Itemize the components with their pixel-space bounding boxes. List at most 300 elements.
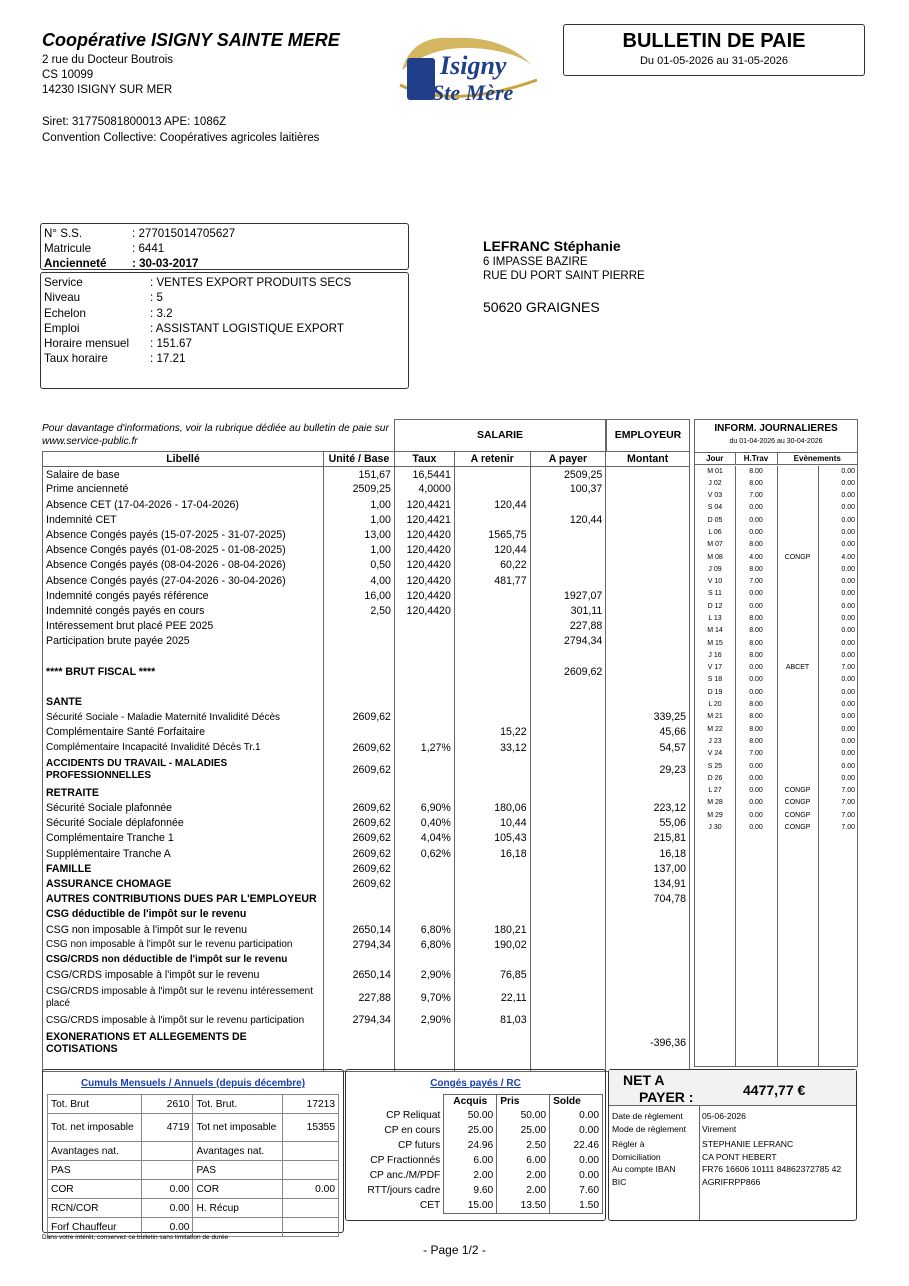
journal-event (777, 588, 818, 600)
journal-value: 0.00 (841, 688, 855, 696)
line-employer (606, 527, 690, 542)
bulletin-title: BULLETIN DE PAIE (622, 30, 806, 52)
line-rate (394, 785, 454, 800)
line-deduction (454, 619, 530, 634)
journal-event: CONGP (784, 811, 811, 819)
payslip-line (43, 588, 690, 603)
conges-acquis: 2.00 (444, 1168, 497, 1183)
line-payment (530, 907, 606, 922)
conges-row (348, 1153, 603, 1168)
conges-label: CET (419, 1200, 441, 1211)
journal-row (695, 662, 857, 674)
line-base: 2609,62 (323, 816, 394, 831)
journal-day: L 20 (708, 701, 722, 709)
employee-job-value: : 3.2 (150, 306, 173, 320)
journal-value: 0.00 (841, 639, 855, 647)
journal-hours: 0.00 (749, 528, 763, 536)
line-employer (606, 952, 690, 967)
journal-value: 0.00 (841, 528, 855, 536)
journal-row (695, 760, 857, 772)
company-block (42, 30, 340, 146)
line-employer (606, 512, 690, 527)
journal-event (777, 612, 818, 624)
journal-event (777, 772, 818, 784)
line-label: RETRAITE (46, 786, 99, 799)
journal-row (695, 637, 857, 649)
payslip-table (42, 419, 690, 1067)
line-payment (530, 649, 606, 664)
line-payment (530, 1028, 606, 1058)
payslip-line (43, 634, 690, 649)
conges-h-acquis: Acquis (444, 1095, 497, 1109)
journal-value: 0.00 (841, 504, 855, 512)
journal-value: 7.00 (841, 799, 855, 807)
journal-h-evt: Evènements (777, 453, 857, 465)
reglement-value: AGRIFRPP866 (702, 1176, 761, 1187)
line-rate: 0,40% (394, 816, 454, 831)
line-payment (530, 876, 606, 891)
line-payment: 2609,62 (530, 664, 606, 679)
line-rate: 120,4420 (394, 527, 454, 542)
line-payment (530, 695, 606, 710)
conges-solde: 0.00 (550, 1123, 603, 1138)
reglement-row (612, 1163, 856, 1176)
line-label: Intéressement brut placé PEE 2025 (46, 620, 214, 633)
net-label-1: NET A (623, 1072, 665, 1088)
line-payment: 2509,25 (530, 467, 606, 482)
journal-day: J 02 (708, 479, 722, 487)
journal-event (777, 526, 818, 538)
journal-row (695, 785, 857, 797)
conges-pris: 50.00 (497, 1108, 550, 1123)
line-base: 1,00 (323, 512, 394, 527)
journal-table (695, 452, 857, 834)
net-value: 4477,77 € (743, 1082, 806, 1098)
journal-event (777, 563, 818, 575)
journal-day: S 11 (708, 590, 722, 598)
conges-solde: 22.46 (550, 1138, 603, 1153)
line-base (323, 634, 394, 649)
line-label: Indemnité congés payés référence (46, 589, 209, 602)
line-payment (530, 543, 606, 558)
cumuls-title[interactable]: Cumuls Mensuels / Annuels (depuis décembre) (80, 1078, 306, 1089)
journal-value: 0.00 (841, 479, 855, 487)
journal-row (695, 723, 857, 735)
line-deduction: 180,21 (454, 922, 530, 937)
journal-day: M 22 (707, 725, 723, 733)
journal-value: 4.00 (841, 553, 855, 561)
conges-label: CP Fractionnés (370, 1155, 441, 1166)
journal-value: 0.00 (841, 578, 855, 586)
employee-id-value: : 6441 (132, 242, 165, 255)
journal-row (695, 821, 857, 833)
payslip-line (43, 1028, 690, 1058)
line-employer (606, 619, 690, 634)
journal-hours: 8.00 (749, 713, 763, 721)
journal-day: V 24 (707, 750, 723, 758)
reglement-label: Régler à (612, 1139, 645, 1150)
logo-line-1: Isigny (440, 51, 507, 80)
payslip-line (43, 892, 690, 907)
journal-row (695, 735, 857, 747)
journal-event: CONGP (784, 799, 811, 807)
payslip-line (43, 952, 690, 967)
journal-value: 0.00 (841, 516, 855, 524)
company-convention: Convention Collective: Coopératives agricoles laitières (42, 132, 320, 144)
line-employer (606, 922, 690, 937)
conges-row (348, 1108, 603, 1123)
conges-box (345, 1069, 606, 1221)
payslip-line (43, 512, 690, 527)
line-employer (606, 907, 690, 922)
conges-solde: 1.50 (550, 1198, 603, 1213)
journal-event (777, 489, 818, 501)
col-libelle: Libellé (43, 452, 324, 467)
journal-event (777, 649, 818, 661)
line-base: 2609,62 (323, 861, 394, 876)
line-employer (606, 983, 690, 1013)
journal-hours: 0.00 (749, 664, 763, 672)
journal-hours: 8.00 (749, 639, 763, 647)
cumuls-label: PAS (193, 1161, 283, 1180)
employee-job-label: Horaire mensuel (44, 337, 130, 351)
line-employer: 223,12 (606, 800, 690, 815)
payslip-line (43, 497, 690, 512)
employee-name: LEFRANC Stéphanie (483, 238, 621, 254)
journal-row (695, 526, 857, 538)
payslip-line (43, 861, 690, 876)
bulletin-header (563, 24, 865, 76)
employee-job-label: Emploi (44, 321, 80, 335)
conges-label: CP anc./M/PDF (369, 1170, 441, 1181)
line-payment (530, 861, 606, 876)
line-payment: 1927,07 (530, 588, 606, 603)
cumuls-label: Tot. Brut (48, 1095, 142, 1114)
line-base: 2650,14 (323, 968, 394, 983)
bulletin-period: Du 01-05-2026 au 31-05-2026 (639, 55, 788, 67)
line-payment (530, 816, 606, 831)
journal-value: 7.00 (841, 811, 855, 819)
company-address-3: 14230 ISIGNY SUR MER (42, 84, 173, 96)
cumuls-value: 17213 (283, 1095, 339, 1114)
cumuls-value: 15355 (283, 1114, 339, 1142)
journal-row (695, 797, 857, 809)
journal-hours: 7.00 (749, 578, 763, 586)
conges-pris: 25.00 (497, 1123, 550, 1138)
journal-hours: 0.00 (749, 602, 763, 610)
journal-value: 0.00 (841, 467, 855, 475)
line-deduction (454, 785, 530, 800)
line-base (323, 785, 394, 800)
line-employer: 55,06 (606, 816, 690, 831)
conges-title[interactable]: Congés payés / RC (430, 1078, 521, 1089)
reglement-value: CA PONT HEBERT (702, 1151, 777, 1162)
reglement-block (612, 1110, 856, 1189)
employee-job-row (44, 290, 405, 305)
journal-value: 7.00 (841, 664, 855, 672)
journal-day: V 10 (707, 578, 723, 586)
line-payment (530, 952, 606, 967)
line-base: 1,00 (323, 543, 394, 558)
journal-day: M 14 (707, 627, 723, 635)
company-siret: Siret: 31775081800013 APE: 1086Z (42, 116, 227, 128)
cumuls-label: RCN/COR (48, 1199, 142, 1218)
line-base: 1,00 (323, 497, 394, 512)
journal-h-jour: Jour (706, 454, 724, 464)
cumuls-table (47, 1094, 339, 1237)
line-base: 0,50 (323, 558, 394, 573)
line-employer (606, 603, 690, 618)
journal-event (777, 686, 818, 698)
line-rate (394, 861, 454, 876)
journal-event: ABCET (785, 664, 810, 672)
journal-value: 0.00 (841, 651, 855, 659)
company-address-2: CS 10099 (42, 69, 94, 81)
line-employer: 704,78 (606, 892, 690, 907)
line-employer (606, 937, 690, 952)
conges-acquis: 25.00 (444, 1123, 497, 1138)
line-deduction: 180,06 (454, 800, 530, 815)
payslip-line (43, 983, 690, 1013)
cumuls-label: Tot. net imposable (48, 1114, 142, 1142)
line-deduction (454, 588, 530, 603)
conges-pris: 6.00 (497, 1153, 550, 1168)
line-base: 2794,34 (323, 937, 394, 952)
journal-day: M 29 (707, 811, 723, 819)
line-deduction: 22,11 (454, 983, 530, 1013)
payslip-line (43, 740, 690, 755)
cumuls-row (48, 1161, 339, 1180)
journal-event (777, 735, 818, 747)
journal-row (695, 612, 857, 624)
journal-event (777, 625, 818, 637)
conges-pris: 2.00 (497, 1183, 550, 1198)
line-base: 2609,62 (323, 831, 394, 846)
journal-value: 0.00 (841, 774, 855, 782)
journal-row (695, 674, 857, 686)
journal-value: 0.00 (841, 701, 855, 709)
journal-value: 7.00 (841, 787, 855, 795)
line-payment (530, 710, 606, 725)
conges-label: CP en cours (384, 1125, 441, 1136)
payslip-line (43, 725, 690, 740)
line-deduction: 16,18 (454, 846, 530, 861)
reglement-value: Virement (702, 1123, 737, 1134)
journal-row (695, 711, 857, 723)
journal-event (777, 760, 818, 772)
line-label: Sécurité Sociale - Maladie Maternité Invalidité Décès (46, 711, 280, 723)
journal-row (695, 588, 857, 600)
col-taux: Taux (394, 452, 454, 467)
cumuls-value (283, 1142, 339, 1161)
reglement-row (612, 1151, 856, 1164)
journal-day: L 06 (708, 528, 722, 536)
journal-row (695, 625, 857, 637)
journal-hours: 8.00 (749, 615, 763, 622)
line-employer: 137,00 (606, 861, 690, 876)
reglement-label: Date de règlement (612, 1111, 683, 1121)
line-rate (394, 649, 454, 664)
employee-id-value: : 30-03-2017 (132, 257, 199, 270)
line-payment (530, 558, 606, 573)
journal-hours: 8.00 (749, 541, 763, 549)
line-rate (394, 679, 454, 694)
cumuls-value (141, 1142, 193, 1161)
journal-value: 0.00 (841, 676, 855, 684)
journal-divider (818, 466, 819, 1066)
line-label: SANTE (46, 696, 82, 709)
line-label: Participation brute payée 2025 (46, 635, 190, 648)
journal-event (777, 723, 818, 735)
line-base (323, 907, 394, 922)
payslip-line (43, 527, 690, 542)
journal-value: 7.00 (841, 824, 855, 832)
journal-row (695, 575, 857, 587)
line-payment (530, 755, 606, 785)
conges-h-solde: Solde (550, 1095, 603, 1109)
line-label: CSG non imposable à l'impôt sur le revenu (46, 923, 248, 936)
col-montant: Montant (606, 452, 690, 467)
conges-pris: 2.50 (497, 1138, 550, 1153)
employee-job-value: : ASSISTANT LOGISTIQUE EXPORT (150, 321, 344, 335)
line-base: 2609,62 (323, 846, 394, 861)
journal-value: 0.00 (841, 713, 855, 721)
journal-hours: 8.00 (749, 565, 763, 573)
line-rate (394, 876, 454, 891)
reglement-value: FR76 16606 10111 84862372785 42 (702, 1164, 842, 1175)
employee-job-row (44, 351, 405, 366)
conges-h-pris: Pris (497, 1095, 550, 1109)
line-employer: 134,91 (606, 876, 690, 891)
line-payment (530, 892, 606, 907)
journal-day: L 27 (708, 787, 722, 795)
line-rate: 0,62% (394, 846, 454, 861)
employee-job-row (44, 336, 405, 351)
line-rate: 6,80% (394, 922, 454, 937)
journal-row (695, 809, 857, 821)
employee-job-label: Taux horaire (44, 352, 108, 366)
line-rate: 16,5441 (394, 467, 454, 482)
cumuls-label: PAS (48, 1161, 142, 1180)
line-label: Salaire de base (46, 468, 120, 481)
reglement-label: Mode de règlement (612, 1123, 687, 1134)
page-number: - Page 1/2 - (423, 1243, 486, 1257)
line-employer (606, 558, 690, 573)
line-employer (606, 649, 690, 664)
line-employer: 29,23 (606, 755, 690, 785)
conges-pris: 13.50 (497, 1198, 550, 1213)
address-city: 50620 GRAIGNES (483, 299, 600, 315)
journal-row (695, 477, 857, 489)
line-label: Supplémentaire Tranche A (46, 847, 171, 860)
payslip-line (43, 543, 690, 558)
journal-event (777, 575, 818, 587)
journal-row (695, 502, 857, 514)
line-deduction (454, 679, 530, 694)
conges-label: RTT/jours cadre (367, 1185, 441, 1196)
conges-table (348, 1094, 603, 1214)
journal-value: 0.00 (841, 615, 855, 622)
net-label-2: PAYER : (639, 1089, 694, 1105)
journal-row (695, 686, 857, 698)
employee-job-row (44, 275, 405, 290)
line-label: Complémentaire Santé Forfaitaire (46, 726, 205, 739)
journal-hours: 0.00 (749, 590, 763, 598)
line-employer (606, 467, 690, 482)
line-label: ACCIDENTS DU TRAVAIL - MALADIES PROFESSIONNELLES (46, 758, 228, 782)
cumuls-row (48, 1095, 339, 1114)
journal-event (777, 477, 818, 489)
line-deduction (454, 649, 530, 664)
footer-note: Dans votre intérêt, conservez ce bulletin sans limitation de durée (42, 1234, 229, 1241)
line-payment (530, 1013, 606, 1028)
line-payment (530, 740, 606, 755)
line-label: ASSURANCE CHOMAGE (46, 877, 172, 890)
reglement-row (612, 1123, 856, 1136)
conges-acquis: 9.60 (444, 1183, 497, 1198)
cumuls-label: Tot. Brut. (193, 1095, 283, 1114)
payslip-line (43, 968, 690, 983)
line-base (323, 649, 394, 664)
company-logo (392, 30, 542, 110)
line-rate: 120,4420 (394, 588, 454, 603)
journal-row (695, 649, 857, 661)
line-rate (394, 952, 454, 967)
line-rate (394, 1028, 454, 1058)
payslip-line (43, 816, 690, 831)
reglement-value: STEPHANIE LEFRANC (702, 1139, 794, 1150)
line-payment (530, 527, 606, 542)
line-deduction (454, 664, 530, 679)
journal-day: D 12 (707, 602, 723, 610)
journal-hours: 8.00 (749, 627, 763, 635)
line-base (323, 1028, 394, 1058)
payslip-line (43, 649, 690, 664)
cumuls-value: 0.00 (141, 1180, 193, 1199)
journal-value: 0.00 (841, 492, 855, 500)
cumuls-value: 0.00 (141, 1199, 193, 1218)
line-label: Absence CET (17-04-2026 - 17-04-2026) (46, 498, 239, 511)
line-deduction (454, 952, 530, 967)
line-rate (394, 710, 454, 725)
line-deduction (454, 907, 530, 922)
journal-event: CONGP (784, 553, 811, 561)
cumuls-label: Forf Chauffeur (48, 1218, 142, 1237)
line-deduction (454, 1028, 530, 1058)
journal-row (695, 465, 857, 477)
line-rate (394, 755, 454, 785)
line-deduction (454, 695, 530, 710)
payslip-line (43, 573, 690, 588)
line-label: CSG/CRDS imposable à l'impôt sur le revenu participation (46, 1014, 305, 1026)
payslip-line (43, 710, 690, 725)
line-payment: 120,44 (530, 512, 606, 527)
journal-event (777, 600, 818, 612)
journal-day: M 08 (707, 553, 723, 561)
journal-event: CONGP (784, 824, 811, 832)
journal-hours: 0.00 (749, 774, 763, 782)
net-header (609, 1070, 856, 1106)
line-rate (394, 907, 454, 922)
cumuls-label: H. Récup (193, 1199, 283, 1218)
line-label: Indemnité CET (46, 513, 117, 526)
journal-value: 0.00 (841, 602, 855, 610)
employee-id-label: N° S.S. (44, 227, 83, 240)
line-base: 2609,62 (323, 876, 394, 891)
journal-event (777, 711, 818, 723)
line-deduction (454, 710, 530, 725)
reglement-row (612, 1138, 856, 1151)
